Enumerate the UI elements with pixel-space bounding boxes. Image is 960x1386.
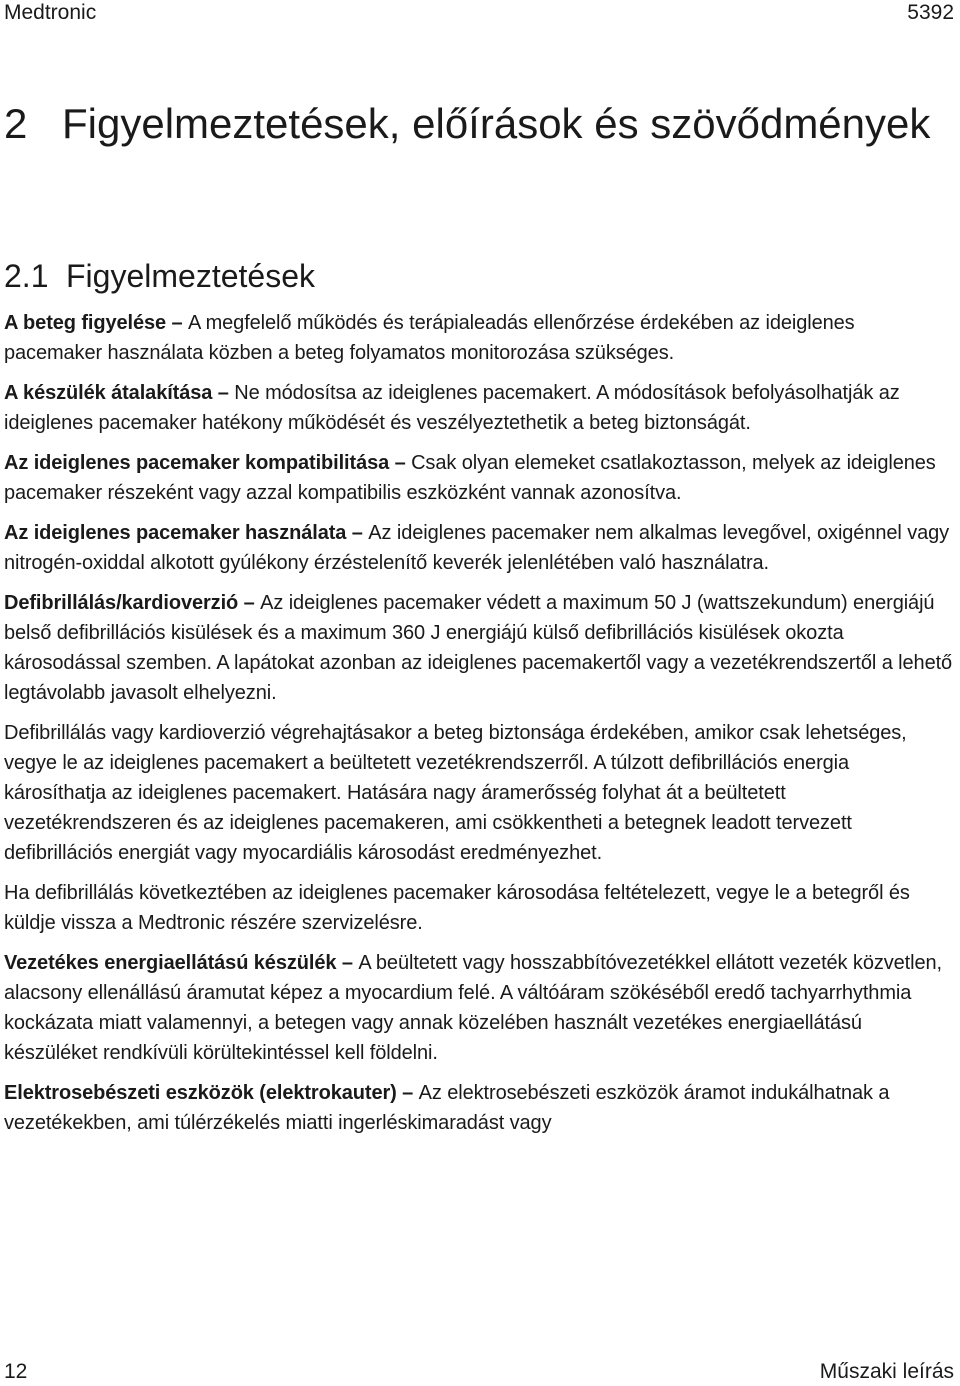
warning-text: A megfelelő működés és terápialeadás ellenőrzése érdekében az ideiglenes pacemaker használata közben a beteg folyamatos monitorozása szükséges.	[4, 312, 855, 364]
section-title	[4, 254, 315, 298]
warning-text: Az elektrosebészeti eszközök áramot indukálhatnak a vezetékekben, ami túlérzékelés miatti ingerléskimaradást vagy	[4, 1082, 890, 1134]
body-content	[4, 308, 956, 1148]
warning-lead: Az ideiglenes pacemaker használata –	[4, 522, 369, 544]
warning-paragraph	[4, 1078, 956, 1138]
warning-paragraph	[4, 718, 956, 868]
warning-paragraph	[4, 518, 956, 578]
chapter-title-text: Figyelmeztetések, előírások és szövődmények	[62, 100, 931, 147]
warning-text: A beültetett vagy hosszabbítóvezetékkel ellátott vezeték közvetlen, alacsony ellenállású áramutat képez a myocardium felé. A váltóáram szökéséből eredő tachyarrhythmia kockázata miatt valamennyi, a betegen vagy annak közelében használt vezetékes energiaellátású készüléket rendkívüli körültekintéssel kell földelni.	[4, 952, 942, 1064]
chapter-title	[4, 98, 944, 150]
warning-lead: A beteg figyelése –	[4, 312, 188, 334]
header-brand: Medtronic	[4, 1, 97, 24]
warning-text: Az ideiglenes pacemaker védett a maximum 50 J (wattszekundum) energiájú belső defibrillációs kisülések és a maximum 360 J energiájú külső defibrillációs kisülések okozta károsodással szemben. A lapátokat azonban az ideiglenes pacemakertől vagy a vezetékrendszertől a lehető legtávolabb javasolt elhelyezni.	[4, 592, 953, 704]
warning-text: Ha defibrillálás következtében az ideiglenes pacemaker károsodása feltételezett, vegye le a betegről és küldje vissza a Medtronic részére szervizelésre.	[4, 882, 910, 934]
warning-text: Ne módosítsa az ideiglenes pacemakert. A módosítások befolyásolhatják az ideiglenes pacemaker hatékony működését és veszélyeztethetik a beteg biztonságát.	[4, 382, 900, 434]
section-number: 2.1	[4, 258, 49, 294]
warning-paragraph	[4, 588, 956, 708]
warning-text: Defibrillálás vagy kardioverzió végrehajtásakor a beteg biztonsága érdekében, amikor csak lehetséges, vegye le az ideiglenes pacemakert a beültetett vezetékrendszerről. A túlzott defibrillációs energia károsíthatja az ideiglenes pacemakert. Hatására nagy áramerősség folyhat át a beültetett vezetékrendszeren és az ideiglenes pacemakeren, ami csökkentheti a betegnek leadott tervezett defibrillációs energiát vagy myocardiális károsodást eredményezhet.	[4, 722, 907, 864]
document-name: Műszaki leírás	[819, 1360, 954, 1383]
running-header	[4, 0, 954, 26]
warning-paragraph	[4, 878, 956, 938]
warning-lead: A készülék átalakítása –	[4, 382, 235, 404]
warning-lead: Vezetékes energiaellátású készülék –	[4, 952, 359, 974]
warning-text: Az ideiglenes pacemaker nem alkalmas levegővel, oxigénnel vagy nitrogén-oxiddal alkotott gyúlékony érzéstelenítő keverék jelenlétében való használatra.	[4, 522, 950, 574]
warning-paragraph	[4, 448, 956, 508]
warning-paragraph	[4, 948, 956, 1068]
warning-lead: Defibrillálás/kardioverzió –	[4, 592, 261, 614]
section-title-text: Figyelmeztetések	[66, 258, 315, 294]
running-footer	[4, 1358, 954, 1386]
warning-text: Csak olyan elemeket csatlakoztasson, melyek az ideiglenes pacemaker részeként vagy azzal kompatibilis eszközként vannak azonosítva.	[4, 452, 936, 504]
header-model-number: 5392	[907, 1, 954, 24]
warning-lead: Elektrosebészeti eszközök (elektrokauter) –	[4, 1082, 419, 1104]
warning-paragraph	[4, 378, 956, 438]
warning-lead: Az ideiglenes pacemaker kompatibilitása –	[4, 452, 412, 474]
chapter-number: 2	[4, 100, 28, 147]
page-number: 12	[4, 1360, 28, 1383]
warning-paragraph	[4, 308, 956, 368]
